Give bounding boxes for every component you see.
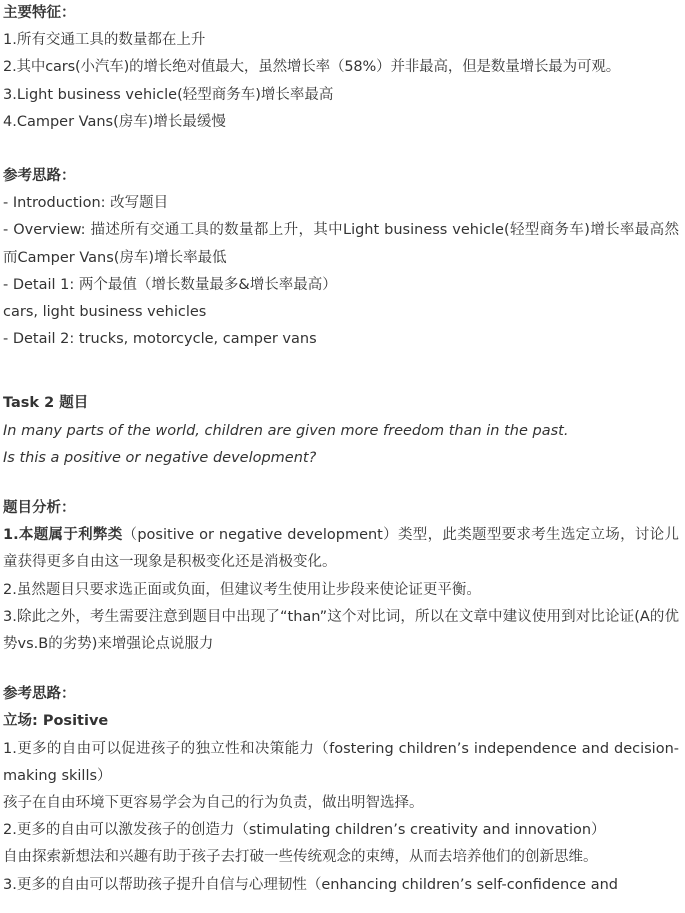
task2-ideas-heading: 参考思路： xyxy=(3,686,76,703)
analysis-item-1 xyxy=(3,522,679,576)
idea-point-3: 3.更多的自由可以帮助孩子提升自信与心理韧性（enhancing children’s self-confidence and xyxy=(3,876,618,893)
task2-heading: Task 2 题目 xyxy=(3,395,89,412)
main-features-heading: 主要特征： xyxy=(3,5,76,21)
feature-item-2: 2.其中cars(小汽车)的增长绝对值最大，虽然增长率（58%）并非最高，但是数量增长最为可观。 xyxy=(3,59,621,76)
idea-point-2-detail: 自由探索新想法和兴趣有助于孩子去打破一些传统观念的束缚，从而去培养他们的创新思维。 xyxy=(3,849,598,866)
idea-point-2: 2.更多的自由可以激发孩子的创造力（stimulating children’s creativity and innovation） xyxy=(3,822,606,839)
task1-idea-intro: - Introduction: 改写题目 xyxy=(3,195,169,212)
analysis-item-1-type: 1.本题属于利弊类 xyxy=(3,527,123,544)
task1-idea-detail1-examples: cars, light business vehicles xyxy=(3,304,207,321)
idea-point-1-detail: 孩子在自由环境下更容易学会为自己的行为负责，做出明智选择。 xyxy=(3,795,424,812)
task1-idea-overview: - Overview: 描述所有交通工具的数量都上升，其中Light business vehicle(轻型商务车)增长率最高然而Camper Vans(房车)增长率最低 xyxy=(3,222,679,266)
feature-item-3: 3.Light business vehicle(轻型商务车)增长率最高 xyxy=(3,86,334,103)
task1-ideas-heading: 参考思路： xyxy=(3,168,76,185)
task2-prompt-line1: In many parts of the world, children are given more freedom than in the past. xyxy=(3,422,569,439)
feature-item-1: 1.所有交通工具的数量都在上升 xyxy=(3,32,206,49)
analysis-item-3: 3.除此之外，考生需要注意到题目中出现了“than”这个对比词，所以在文章中建议使用到对比论证(A的优势vs.B的劣势)来增强论点说服力 xyxy=(3,608,679,653)
analysis-item-2: 2.虽然题目只要求选正面或负面，但建议考生使用让步段来使论证更平衡。 xyxy=(3,581,481,598)
analysis-heading: 题目分析： xyxy=(3,500,76,517)
analysis-item-1-text: （positive or negative development）类型，此类题型要求考生选定立场，讨论儿童获得更多自由这一现象是积极变化还是消极变化。 xyxy=(3,527,679,571)
task1-idea-detail2: - Detail 2: trucks, motorcycle, camper vans xyxy=(3,331,317,348)
task2-prompt-line2: Is this a positive or negative development? xyxy=(3,449,317,466)
idea-point-1: 1.更多的自由可以促进孩子的独立性和决策能力（fostering children’s independence and decision-making skills） xyxy=(3,740,679,784)
stance-label: 立场: Positive xyxy=(3,713,109,730)
task1-idea-detail1: - Detail 1: 两个最值（增长数量最多&增长率最高） xyxy=(3,276,337,293)
feature-item-4: 4.Camper Vans(房车)增长最缓慢 xyxy=(3,113,226,130)
